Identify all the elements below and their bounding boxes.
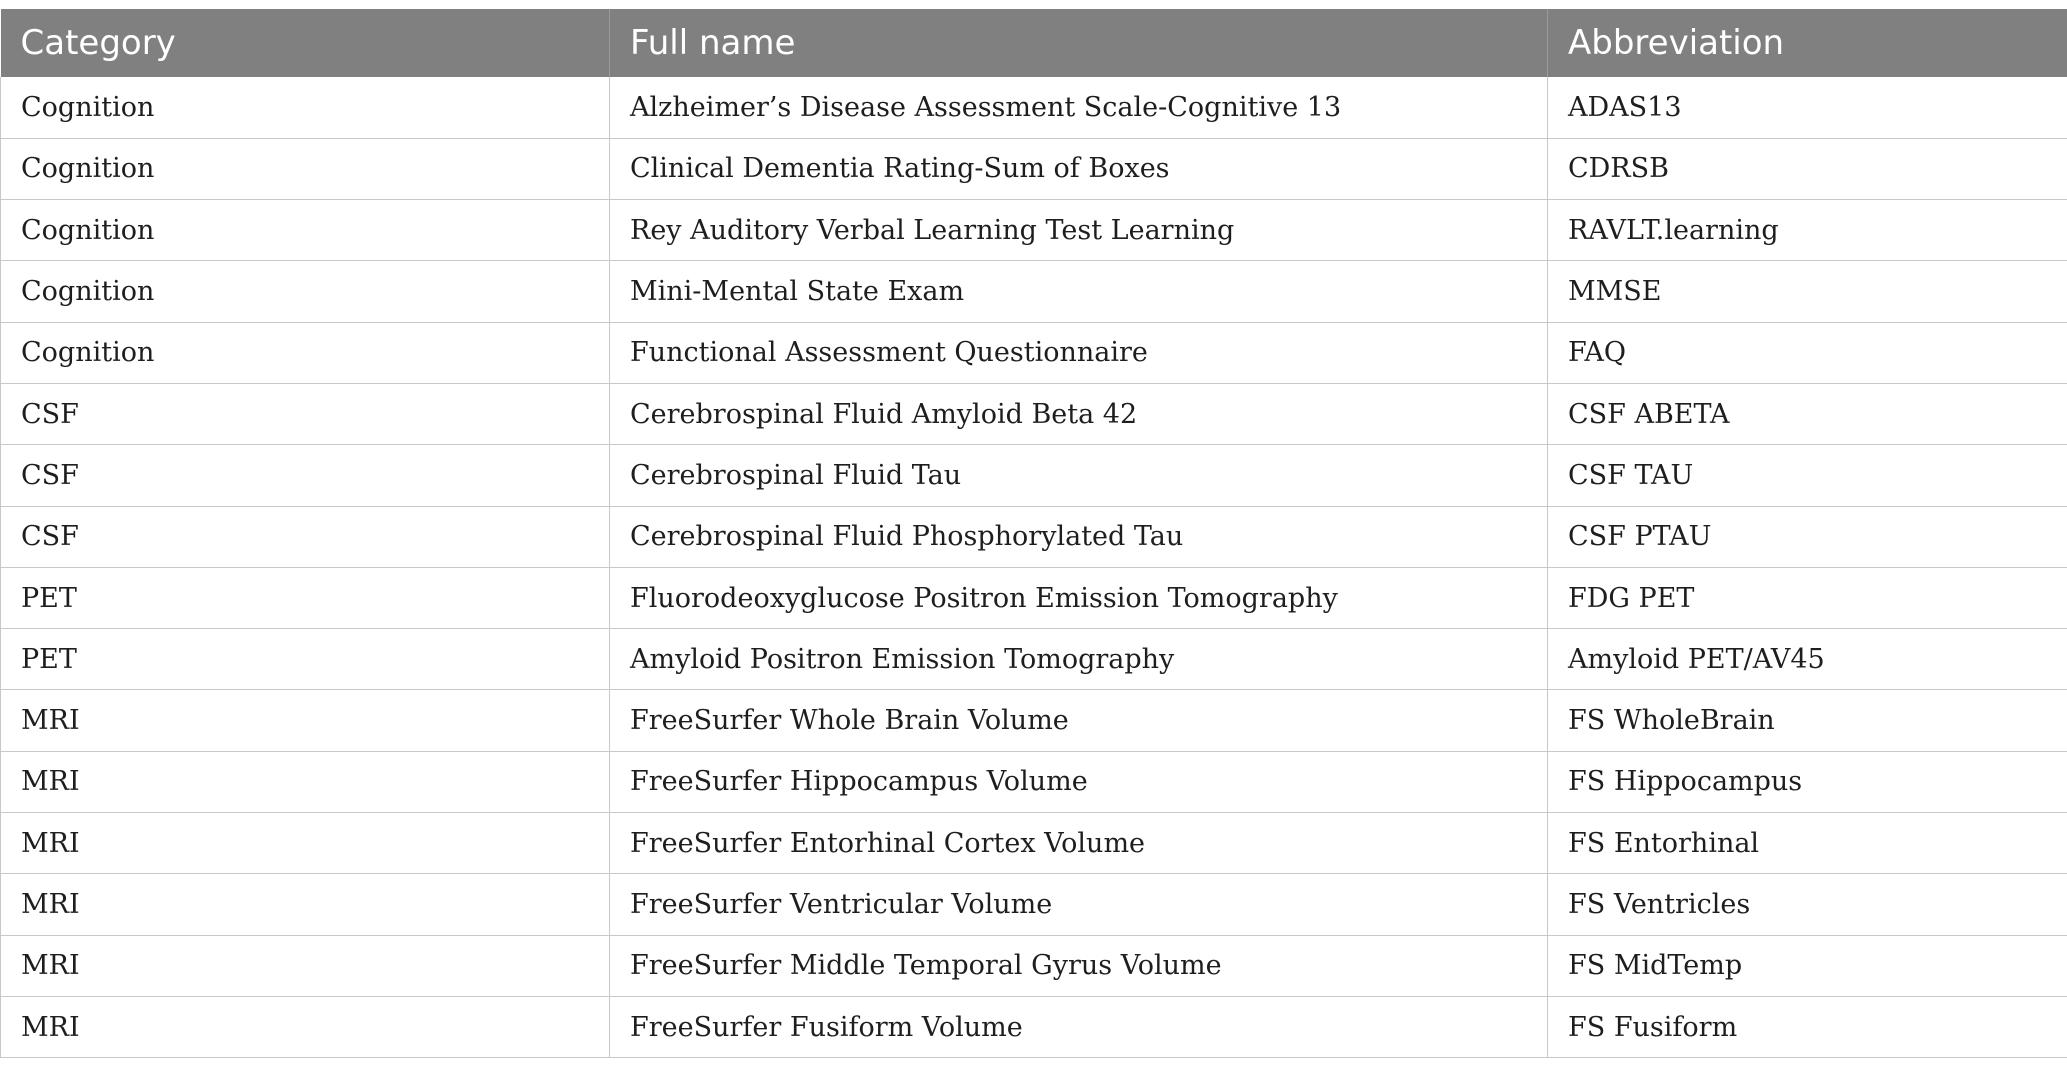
cell-abbreviation: FS Entorhinal (1548, 813, 2067, 874)
table-body (1, 77, 2067, 1058)
table-container (0, 9, 2067, 1058)
table-row (1, 261, 2067, 322)
cell-full-name: Amyloid Positron Emission Tomography (610, 629, 1548, 690)
cell-full-name: FreeSurfer Middle Temporal Gyrus Volume (610, 935, 1548, 996)
cell-full-name: Clinical Dementia Rating-Sum of Boxes (610, 138, 1548, 199)
table-row (1, 200, 2067, 261)
table-row (1, 751, 2067, 812)
table-row (1, 874, 2067, 935)
cell-category: MRI (1, 813, 610, 874)
column-header-category: Category (1, 9, 610, 77)
table-row (1, 383, 2067, 444)
table-row (1, 567, 2067, 628)
column-header-abbreviation: Abbreviation (1548, 9, 2067, 77)
table-row (1, 77, 2067, 138)
cell-abbreviation: FS WholeBrain (1548, 690, 2067, 751)
cell-full-name: FreeSurfer Hippocampus Volume (610, 751, 1548, 812)
cell-category: MRI (1, 996, 610, 1057)
column-header-full-name: Full name (610, 9, 1548, 77)
cell-full-name: FreeSurfer Entorhinal Cortex Volume (610, 813, 1548, 874)
table-header (1, 9, 2067, 77)
cell-full-name: Functional Assessment Questionnaire (610, 322, 1548, 383)
cell-category: MRI (1, 874, 610, 935)
table-row (1, 935, 2067, 996)
cell-full-name: Alzheimer’s Disease Assessment Scale-Cognitive 13 (610, 77, 1548, 138)
cell-abbreviation: CSF ABETA (1548, 383, 2067, 444)
cell-full-name: Fluorodeoxyglucose Positron Emission Tomography (610, 567, 1548, 628)
cell-abbreviation: CSF TAU (1548, 445, 2067, 506)
cell-full-name: Cerebrospinal Fluid Tau (610, 445, 1548, 506)
header-row (1, 9, 2067, 77)
cell-abbreviation: RAVLT.learning (1548, 200, 2067, 261)
cell-full-name: FreeSurfer Ventricular Volume (610, 874, 1548, 935)
cell-category: CSF (1, 445, 610, 506)
cell-full-name: Cerebrospinal Fluid Amyloid Beta 42 (610, 383, 1548, 444)
cell-abbreviation: FS Hippocampus (1548, 751, 2067, 812)
cell-full-name: Rey Auditory Verbal Learning Test Learning (610, 200, 1548, 261)
cell-abbreviation: FDG PET (1548, 567, 2067, 628)
cell-abbreviation: FS Fusiform (1548, 996, 2067, 1057)
cell-abbreviation: Amyloid PET/AV45 (1548, 629, 2067, 690)
table-row (1, 445, 2067, 506)
table-row (1, 138, 2067, 199)
cell-abbreviation: ADAS13 (1548, 77, 2067, 138)
table-row (1, 813, 2067, 874)
cell-abbreviation: CDRSB (1548, 138, 2067, 199)
cell-category: CSF (1, 383, 610, 444)
table-row (1, 322, 2067, 383)
cell-category: CSF (1, 506, 610, 567)
table-row (1, 996, 2067, 1057)
cell-category: MRI (1, 935, 610, 996)
table-row (1, 629, 2067, 690)
cell-full-name: FreeSurfer Fusiform Volume (610, 996, 1548, 1057)
cell-category: MRI (1, 690, 610, 751)
cell-abbreviation: FS MidTemp (1548, 935, 2067, 996)
cell-abbreviation: MMSE (1548, 261, 2067, 322)
data-table (0, 9, 2067, 1058)
cell-full-name: FreeSurfer Whole Brain Volume (610, 690, 1548, 751)
cell-abbreviation: FS Ventricles (1548, 874, 2067, 935)
cell-category: Cognition (1, 322, 610, 383)
cell-full-name: Cerebrospinal Fluid Phosphorylated Tau (610, 506, 1548, 567)
table-row (1, 690, 2067, 751)
cell-category: Cognition (1, 77, 610, 138)
cell-category: Cognition (1, 138, 610, 199)
cell-abbreviation: CSF PTAU (1548, 506, 2067, 567)
cell-abbreviation: FAQ (1548, 322, 2067, 383)
cell-category: PET (1, 629, 610, 690)
cell-category: Cognition (1, 200, 610, 261)
cell-category: MRI (1, 751, 610, 812)
cell-full-name: Mini-Mental State Exam (610, 261, 1548, 322)
cell-category: PET (1, 567, 610, 628)
cell-category: Cognition (1, 261, 610, 322)
table-row (1, 506, 2067, 567)
